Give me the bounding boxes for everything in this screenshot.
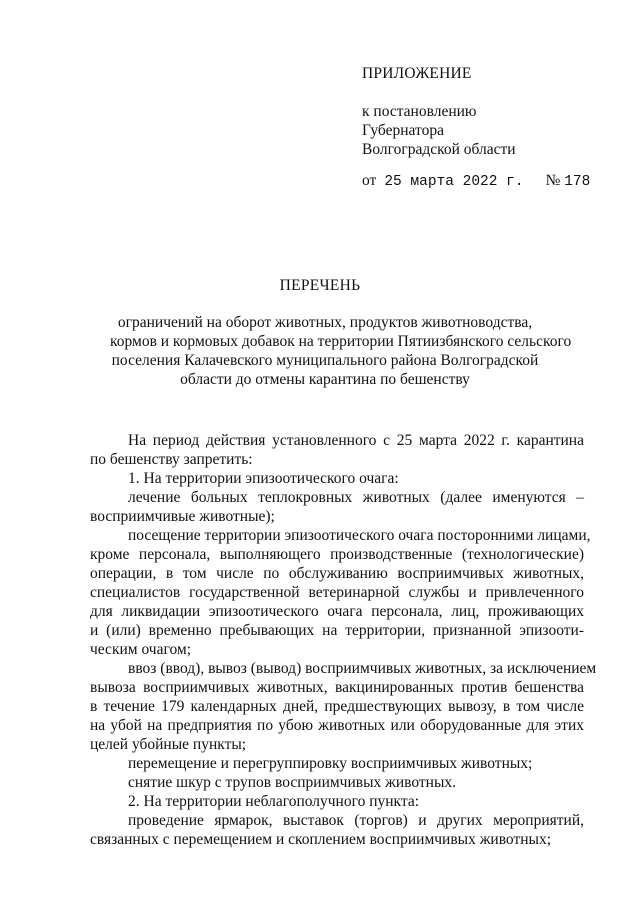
subheading-line: области до отмены карантина по бешенству [180,371,470,388]
document-body [90,431,597,849]
subheading-line: ограничений на оборот животных, продуктов животноводства, [117,314,533,331]
s1-item-2-line-1: посещение территории эпизоотического очага посторонними лицами, [128,527,591,544]
date-prefix: от [362,172,377,189]
appendix-dateline [362,171,612,192]
s2-item-1-line-1: проведение ярмарок, выставок (торгов) и других мероприятий, [128,812,584,829]
s1-item-5: снятие шкур с трупов восприимчивых животных. [128,774,456,791]
s1-item-3-line-2: вывоза восприимчивых животных, вакцинированных против бешенства [90,679,584,696]
s1-item-2-line-5: для ликвидации эпизоотического очага персонала, лиц, проживающих [90,603,584,620]
subheading-line: кормов и кормовых добавок на территории Пятиизбянского сельского [110,333,572,350]
appendix-line-3: Волгоградской области [362,141,516,158]
number-value: 178 [564,174,591,190]
s1-item-1-line-2: восприимчивые животные); [90,508,275,525]
s1-item-4: перемещение и перегруппировку восприимчивых животных; [128,755,533,772]
s1-item-3-line-1: ввоз (ввод), вывоз (вывод) восприимчивых животных, за исключением [128,660,597,677]
number-prefix: № [545,172,561,189]
s1-item-2-line-2: кроме персонала, выполняющего производственные (технологические) [90,546,584,563]
s1-item-2-line-7: ческим очагом; [90,641,192,658]
s1-item-2-line-6: и (или) временно пребывающих на территории, признанной эпизооти- [90,622,584,639]
s1-item-1-line-1: лечение больных теплокровных животных (далее именуются – [128,489,584,506]
section-2-title: 2. На территории неблагополучного пункта: [128,793,420,810]
s1-item-2-line-4: специалистов государственной ветеринарной службы и привлеченного [90,584,584,601]
s1-item-3-line-4: на убой на предприятия по убою животных или оборудованные для этих [90,717,584,734]
s2-item-1-line-2: связанных с перемещением и скоплением восприимчивых животных; [90,831,551,848]
s1-item-3-line-3: в течение 179 календарных дней, предшествующих вывозу, в том числе [90,698,584,715]
s1-item-2-line-3: операции, в том числе по обслуживанию восприимчивых животных, [90,565,584,582]
section-1-title: 1. На территории эпизоотического очага: [128,470,399,487]
s1-item-3-line-5: целей убойные пункты; [90,736,247,753]
document-heading: ПЕРЕЧЕНЬ [279,277,361,294]
appendix-title: ПРИЛОЖЕНИЕ [362,65,472,82]
intro-line-2: по бешенству запретить: [90,451,253,468]
document-subheading [110,313,572,389]
appendix-block [362,64,612,159]
appendix-line-2: Губернатора [362,122,444,139]
intro-line-1: На период действия установленного с 25 марта 2022 г. карантина [128,432,584,449]
subheading-line: поселения Калачевского муниципального района Волгоградской [111,352,539,369]
appendix-line-1: к постановлению [362,103,477,120]
date-value: 25 марта 2022 г. [384,174,524,190]
